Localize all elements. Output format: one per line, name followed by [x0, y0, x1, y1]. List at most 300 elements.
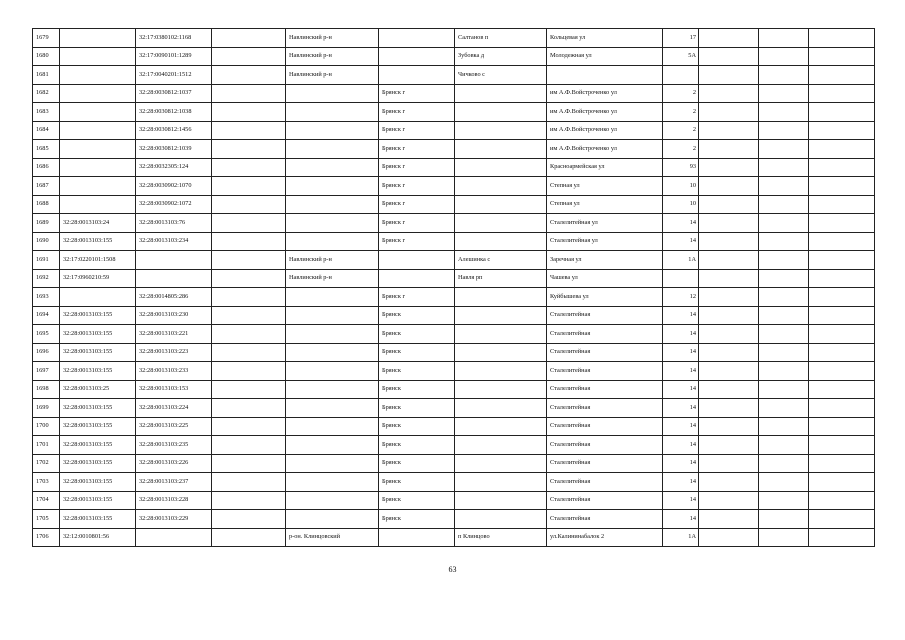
extra-cell-1 — [699, 399, 759, 418]
empty-cell — [212, 528, 286, 547]
extra-cell-1 — [699, 380, 759, 399]
extra-cell-3 — [809, 140, 875, 159]
city-cell: Брянск г — [379, 140, 455, 159]
object-cadastral-number-cell: 32:28:0013103:235 — [136, 436, 212, 455]
table-row — [33, 380, 875, 399]
object-cadastral-number-cell: 32:28:0013103:224 — [136, 399, 212, 418]
extra-cell-1 — [699, 454, 759, 473]
object-cadastral-number-cell — [136, 528, 212, 547]
extra-cell-2 — [759, 380, 809, 399]
empty-cell — [212, 103, 286, 122]
house-number-cell: 14 — [663, 306, 699, 325]
city-cell: Брянск г — [379, 103, 455, 122]
district-cell — [286, 158, 379, 177]
extra-cell-1 — [699, 66, 759, 85]
row-number-cell: 1688 — [33, 195, 60, 214]
locality-cell — [455, 473, 547, 492]
extra-cell-2 — [759, 121, 809, 140]
house-number-cell: 14 — [663, 436, 699, 455]
extra-cell-3 — [809, 29, 875, 48]
house-number-cell: 12 — [663, 288, 699, 307]
object-cadastral-number-cell: 32:28:0013103:226 — [136, 454, 212, 473]
row-number-cell: 1704 — [33, 491, 60, 510]
table-row — [33, 325, 875, 344]
locality-cell — [455, 454, 547, 473]
extra-cell-1 — [699, 47, 759, 66]
house-number-cell: 5А — [663, 47, 699, 66]
district-cell — [286, 510, 379, 529]
street-cell: ул.Калининабалок 2 — [547, 528, 663, 547]
extra-cell-1 — [699, 103, 759, 122]
extra-cell-3 — [809, 47, 875, 66]
district-cell — [286, 417, 379, 436]
locality-cell: Алешинка с — [455, 251, 547, 270]
extra-cell-1 — [699, 140, 759, 159]
extra-cell-1 — [699, 195, 759, 214]
street-cell: Сталелитейная — [547, 380, 663, 399]
district-cell — [286, 454, 379, 473]
empty-cell — [212, 195, 286, 214]
extra-cell-3 — [809, 251, 875, 270]
house-number-cell: 14 — [663, 214, 699, 233]
district-cell — [286, 103, 379, 122]
street-cell: им А.Ф.Войстроченко ул — [547, 121, 663, 140]
table-row — [33, 528, 875, 547]
street-cell: Сталелитейная — [547, 454, 663, 473]
empty-cell — [212, 121, 286, 140]
house-number-cell: 14 — [663, 473, 699, 492]
street-cell: Сталелитейная ул — [547, 214, 663, 233]
extra-cell-1 — [699, 417, 759, 436]
cadastral-number-cell: 32:28:0013103:155 — [60, 232, 136, 251]
street-cell: Степная ул — [547, 177, 663, 196]
extra-cell-2 — [759, 325, 809, 344]
cadastral-number-cell — [60, 66, 136, 85]
extra-cell-2 — [759, 140, 809, 159]
empty-cell — [212, 325, 286, 344]
row-number-cell: 1679 — [33, 29, 60, 48]
locality-cell — [455, 417, 547, 436]
table-row — [33, 84, 875, 103]
district-cell — [286, 121, 379, 140]
district-cell: Навлинский р-н — [286, 29, 379, 48]
table-row — [33, 288, 875, 307]
cadastral-number-cell — [60, 121, 136, 140]
extra-cell-2 — [759, 417, 809, 436]
extra-cell-3 — [809, 269, 875, 288]
city-cell: Брянск г — [379, 84, 455, 103]
city-cell: Брянск — [379, 510, 455, 529]
object-cadastral-number-cell — [136, 251, 212, 270]
extra-cell-2 — [759, 510, 809, 529]
extra-cell-3 — [809, 66, 875, 85]
row-number-cell: 1700 — [33, 417, 60, 436]
street-cell: Кольцевая ул — [547, 29, 663, 48]
empty-cell — [212, 362, 286, 381]
city-cell — [379, 66, 455, 85]
extra-cell-2 — [759, 195, 809, 214]
locality-cell — [455, 343, 547, 362]
locality-cell — [455, 399, 547, 418]
district-cell: р-он. Клинцовский — [286, 528, 379, 547]
object-cadastral-number-cell: 32:28:0030902:1070 — [136, 177, 212, 196]
locality-cell — [455, 436, 547, 455]
locality-cell — [455, 84, 547, 103]
extra-cell-3 — [809, 362, 875, 381]
cadastral-number-cell — [60, 288, 136, 307]
locality-cell — [455, 177, 547, 196]
extra-cell-3 — [809, 84, 875, 103]
row-number-cell: 1694 — [33, 306, 60, 325]
city-cell — [379, 251, 455, 270]
cadastral-number-cell — [60, 103, 136, 122]
cadastral-number-cell: 32:28:0013103:155 — [60, 325, 136, 344]
extra-cell-3 — [809, 177, 875, 196]
empty-cell — [212, 417, 286, 436]
district-cell — [286, 491, 379, 510]
district-cell: Навлинский р-н — [286, 47, 379, 66]
city-cell: Брянск — [379, 343, 455, 362]
city-cell: Брянск — [379, 362, 455, 381]
street-cell: Сталелитейная — [547, 325, 663, 344]
extra-cell-1 — [699, 325, 759, 344]
row-number-cell: 1686 — [33, 158, 60, 177]
house-number-cell: 10 — [663, 177, 699, 196]
house-number-cell: 2 — [663, 84, 699, 103]
row-number-cell: 1695 — [33, 325, 60, 344]
table-row — [33, 343, 875, 362]
object-cadastral-number-cell: 32:28:0030812:1038 — [136, 103, 212, 122]
empty-cell — [212, 66, 286, 85]
extra-cell-1 — [699, 491, 759, 510]
city-cell: Брянск г — [379, 121, 455, 140]
extra-cell-3 — [809, 103, 875, 122]
city-cell: Брянск — [379, 399, 455, 418]
extra-cell-1 — [699, 528, 759, 547]
locality-cell — [455, 158, 547, 177]
row-number-cell: 1693 — [33, 288, 60, 307]
row-number-cell: 1680 — [33, 47, 60, 66]
street-cell: Сталелитейная — [547, 417, 663, 436]
extra-cell-2 — [759, 47, 809, 66]
table-row — [33, 454, 875, 473]
extra-cell-1 — [699, 269, 759, 288]
street-cell: Сталелитейная — [547, 510, 663, 529]
locality-cell — [455, 121, 547, 140]
table-row — [33, 47, 875, 66]
extra-cell-3 — [809, 195, 875, 214]
empty-cell — [212, 269, 286, 288]
empty-cell — [212, 47, 286, 66]
locality-cell — [455, 140, 547, 159]
district-cell — [286, 214, 379, 233]
object-cadastral-number-cell: 32:28:0030812:1456 — [136, 121, 212, 140]
registry-table — [32, 28, 875, 547]
locality-cell — [455, 214, 547, 233]
extra-cell-1 — [699, 288, 759, 307]
row-number-cell: 1697 — [33, 362, 60, 381]
extra-cell-1 — [699, 121, 759, 140]
extra-cell-3 — [809, 510, 875, 529]
object-cadastral-number-cell: 32:28:0030812:1039 — [136, 140, 212, 159]
district-cell: Навлинский р-н — [286, 269, 379, 288]
empty-cell — [212, 232, 286, 251]
object-cadastral-number-cell: 32:17:0380102:1168 — [136, 29, 212, 48]
street-cell: Красноармейская ул — [547, 158, 663, 177]
cadastral-number-cell — [60, 177, 136, 196]
locality-cell — [455, 325, 547, 344]
city-cell: Брянск г — [379, 195, 455, 214]
row-number-cell: 1687 — [33, 177, 60, 196]
empty-cell — [212, 140, 286, 159]
row-number-cell: 1685 — [33, 140, 60, 159]
table-row — [33, 306, 875, 325]
empty-cell — [212, 473, 286, 492]
extra-cell-2 — [759, 269, 809, 288]
table-row — [33, 473, 875, 492]
empty-cell — [212, 491, 286, 510]
empty-cell — [212, 399, 286, 418]
extra-cell-2 — [759, 436, 809, 455]
extra-cell-3 — [809, 491, 875, 510]
cadastral-number-cell: 32:28:0013103:155 — [60, 473, 136, 492]
extra-cell-3 — [809, 399, 875, 418]
extra-cell-1 — [699, 343, 759, 362]
extra-cell-2 — [759, 399, 809, 418]
cadastral-number-cell: 32:28:0013103:155 — [60, 491, 136, 510]
table-row — [33, 269, 875, 288]
empty-cell — [212, 288, 286, 307]
extra-cell-3 — [809, 436, 875, 455]
extra-cell-2 — [759, 362, 809, 381]
house-number-cell: 17 — [663, 29, 699, 48]
row-number-cell: 1692 — [33, 269, 60, 288]
extra-cell-1 — [699, 306, 759, 325]
district-cell — [286, 195, 379, 214]
house-number-cell: 14 — [663, 362, 699, 381]
locality-cell: Навля рп — [455, 269, 547, 288]
object-cadastral-number-cell: 32:28:0030812:1037 — [136, 84, 212, 103]
cadastral-number-cell: 32:28:0013103:155 — [60, 362, 136, 381]
row-number-cell: 1699 — [33, 399, 60, 418]
extra-cell-1 — [699, 158, 759, 177]
district-cell — [286, 177, 379, 196]
row-number-cell: 1705 — [33, 510, 60, 529]
object-cadastral-number-cell: 32:28:0013103:228 — [136, 491, 212, 510]
table-row — [33, 232, 875, 251]
district-cell — [286, 399, 379, 418]
extra-cell-1 — [699, 214, 759, 233]
cadastral-number-cell: 32:28:0013103:155 — [60, 454, 136, 473]
extra-cell-3 — [809, 343, 875, 362]
street-cell: Степная ул — [547, 195, 663, 214]
extra-cell-2 — [759, 251, 809, 270]
object-cadastral-number-cell: 32:28:0013103:153 — [136, 380, 212, 399]
extra-cell-3 — [809, 288, 875, 307]
city-cell: Брянск — [379, 491, 455, 510]
table-row — [33, 399, 875, 418]
table-row — [33, 214, 875, 233]
district-cell: Навлинский р-н — [286, 66, 379, 85]
cadastral-number-cell — [60, 47, 136, 66]
extra-cell-2 — [759, 288, 809, 307]
table-row — [33, 417, 875, 436]
street-cell: им А.Ф.Войстроченко ул — [547, 84, 663, 103]
table-row — [33, 251, 875, 270]
locality-cell — [455, 510, 547, 529]
cadastral-number-cell: 32:28:0013103:24 — [60, 214, 136, 233]
row-number-cell: 1702 — [33, 454, 60, 473]
house-number-cell: 14 — [663, 380, 699, 399]
extra-cell-1 — [699, 473, 759, 492]
extra-cell-2 — [759, 29, 809, 48]
table-row — [33, 195, 875, 214]
extra-cell-1 — [699, 436, 759, 455]
extra-cell-2 — [759, 528, 809, 547]
cadastral-number-cell — [60, 140, 136, 159]
house-number-cell: 1А — [663, 528, 699, 547]
district-cell — [286, 473, 379, 492]
street-cell: Сталелитейная — [547, 473, 663, 492]
street-cell: Куйбышева ул — [547, 288, 663, 307]
locality-cell — [455, 362, 547, 381]
cadastral-number-cell — [60, 29, 136, 48]
object-cadastral-number-cell: 32:28:0013103:230 — [136, 306, 212, 325]
street-cell: Чашева ул — [547, 269, 663, 288]
object-cadastral-number-cell: 32:28:0013103:229 — [136, 510, 212, 529]
empty-cell — [212, 454, 286, 473]
house-number-cell: 14 — [663, 491, 699, 510]
street-cell: Сталелитейная — [547, 399, 663, 418]
object-cadastral-number-cell: 32:17:0090101:1289 — [136, 47, 212, 66]
extra-cell-1 — [699, 362, 759, 381]
table-row — [33, 103, 875, 122]
extra-cell-2 — [759, 158, 809, 177]
house-number-cell: 1А — [663, 251, 699, 270]
empty-cell — [212, 214, 286, 233]
locality-cell: Салтанов п — [455, 29, 547, 48]
empty-cell — [212, 251, 286, 270]
city-cell: Брянск — [379, 325, 455, 344]
table-row — [33, 140, 875, 159]
house-number-cell: 2 — [663, 121, 699, 140]
house-number-cell: 2 — [663, 140, 699, 159]
city-cell — [379, 269, 455, 288]
locality-cell: Зубовка д — [455, 47, 547, 66]
house-number-cell: 14 — [663, 454, 699, 473]
street-cell: Сталелитейная — [547, 491, 663, 510]
house-number-cell: 14 — [663, 417, 699, 436]
row-number-cell: 1696 — [33, 343, 60, 362]
extra-cell-2 — [759, 103, 809, 122]
cadastral-number-cell: 32:17:0960210:59 — [60, 269, 136, 288]
city-cell: Брянск — [379, 436, 455, 455]
locality-cell — [455, 103, 547, 122]
city-cell — [379, 47, 455, 66]
object-cadastral-number-cell — [136, 269, 212, 288]
city-cell: Брянск г — [379, 158, 455, 177]
district-cell: Навлинский р-н — [286, 251, 379, 270]
cadastral-number-cell: 32:28:0013103:155 — [60, 510, 136, 529]
street-cell: Молодежная ул — [547, 47, 663, 66]
table-row — [33, 29, 875, 48]
street-cell: им А.Ф.Войстроченко ул — [547, 140, 663, 159]
city-cell — [379, 528, 455, 547]
cadastral-number-cell: 32:28:0013103:155 — [60, 399, 136, 418]
object-cadastral-number-cell: 32:28:0030902:1072 — [136, 195, 212, 214]
table-row — [33, 491, 875, 510]
row-number-cell: 1691 — [33, 251, 60, 270]
street-cell: Сталелитейная — [547, 306, 663, 325]
table-body — [33, 29, 875, 547]
object-cadastral-number-cell: 32:28:0013103:237 — [136, 473, 212, 492]
house-number-cell: 14 — [663, 232, 699, 251]
city-cell: Брянск — [379, 417, 455, 436]
cadastral-number-cell: 32:28:0013103:155 — [60, 417, 136, 436]
cadastral-number-cell: 32:28:0013103:155 — [60, 436, 136, 455]
locality-cell — [455, 288, 547, 307]
table-row — [33, 436, 875, 455]
city-cell — [379, 29, 455, 48]
object-cadastral-number-cell: 32:28:0013103:233 — [136, 362, 212, 381]
row-number-cell: 1689 — [33, 214, 60, 233]
house-number-cell: 93 — [663, 158, 699, 177]
row-number-cell: 1681 — [33, 66, 60, 85]
district-cell — [286, 288, 379, 307]
district-cell — [286, 362, 379, 381]
table-row — [33, 177, 875, 196]
house-number-cell: 14 — [663, 325, 699, 344]
extra-cell-2 — [759, 66, 809, 85]
locality-cell — [455, 491, 547, 510]
cadastral-number-cell: 32:12:0010801:56 — [60, 528, 136, 547]
page-number: 63 — [448, 565, 457, 574]
extra-cell-1 — [699, 29, 759, 48]
extra-cell-1 — [699, 84, 759, 103]
object-cadastral-number-cell: 32:28:0014805:286 — [136, 288, 212, 307]
empty-cell — [212, 177, 286, 196]
cadastral-number-cell — [60, 84, 136, 103]
locality-cell: п Клинцово — [455, 528, 547, 547]
object-cadastral-number-cell: 32:28:0032305:124 — [136, 158, 212, 177]
row-number-cell: 1701 — [33, 436, 60, 455]
house-number-cell: 2 — [663, 103, 699, 122]
table-row — [33, 66, 875, 85]
table-row — [33, 158, 875, 177]
extra-cell-2 — [759, 232, 809, 251]
city-cell: Брянск — [379, 380, 455, 399]
object-cadastral-number-cell: 32:28:0013103:221 — [136, 325, 212, 344]
locality-cell — [455, 306, 547, 325]
extra-cell-1 — [699, 251, 759, 270]
cadastral-number-cell — [60, 158, 136, 177]
city-cell: Брянск — [379, 473, 455, 492]
district-cell — [286, 436, 379, 455]
empty-cell — [212, 510, 286, 529]
extra-cell-2 — [759, 177, 809, 196]
row-number-cell: 1706 — [33, 528, 60, 547]
extra-cell-1 — [699, 510, 759, 529]
city-cell: Брянск г — [379, 214, 455, 233]
row-number-cell: 1703 — [33, 473, 60, 492]
cadastral-number-cell: 32:17:0220101:1508 — [60, 251, 136, 270]
extra-cell-3 — [809, 232, 875, 251]
cadastral-number-cell: 32:28:0013103:155 — [60, 306, 136, 325]
city-cell: Брянск г — [379, 177, 455, 196]
extra-cell-2 — [759, 491, 809, 510]
district-cell — [286, 306, 379, 325]
street-cell: им А.Ф.Войстроченко ул — [547, 103, 663, 122]
